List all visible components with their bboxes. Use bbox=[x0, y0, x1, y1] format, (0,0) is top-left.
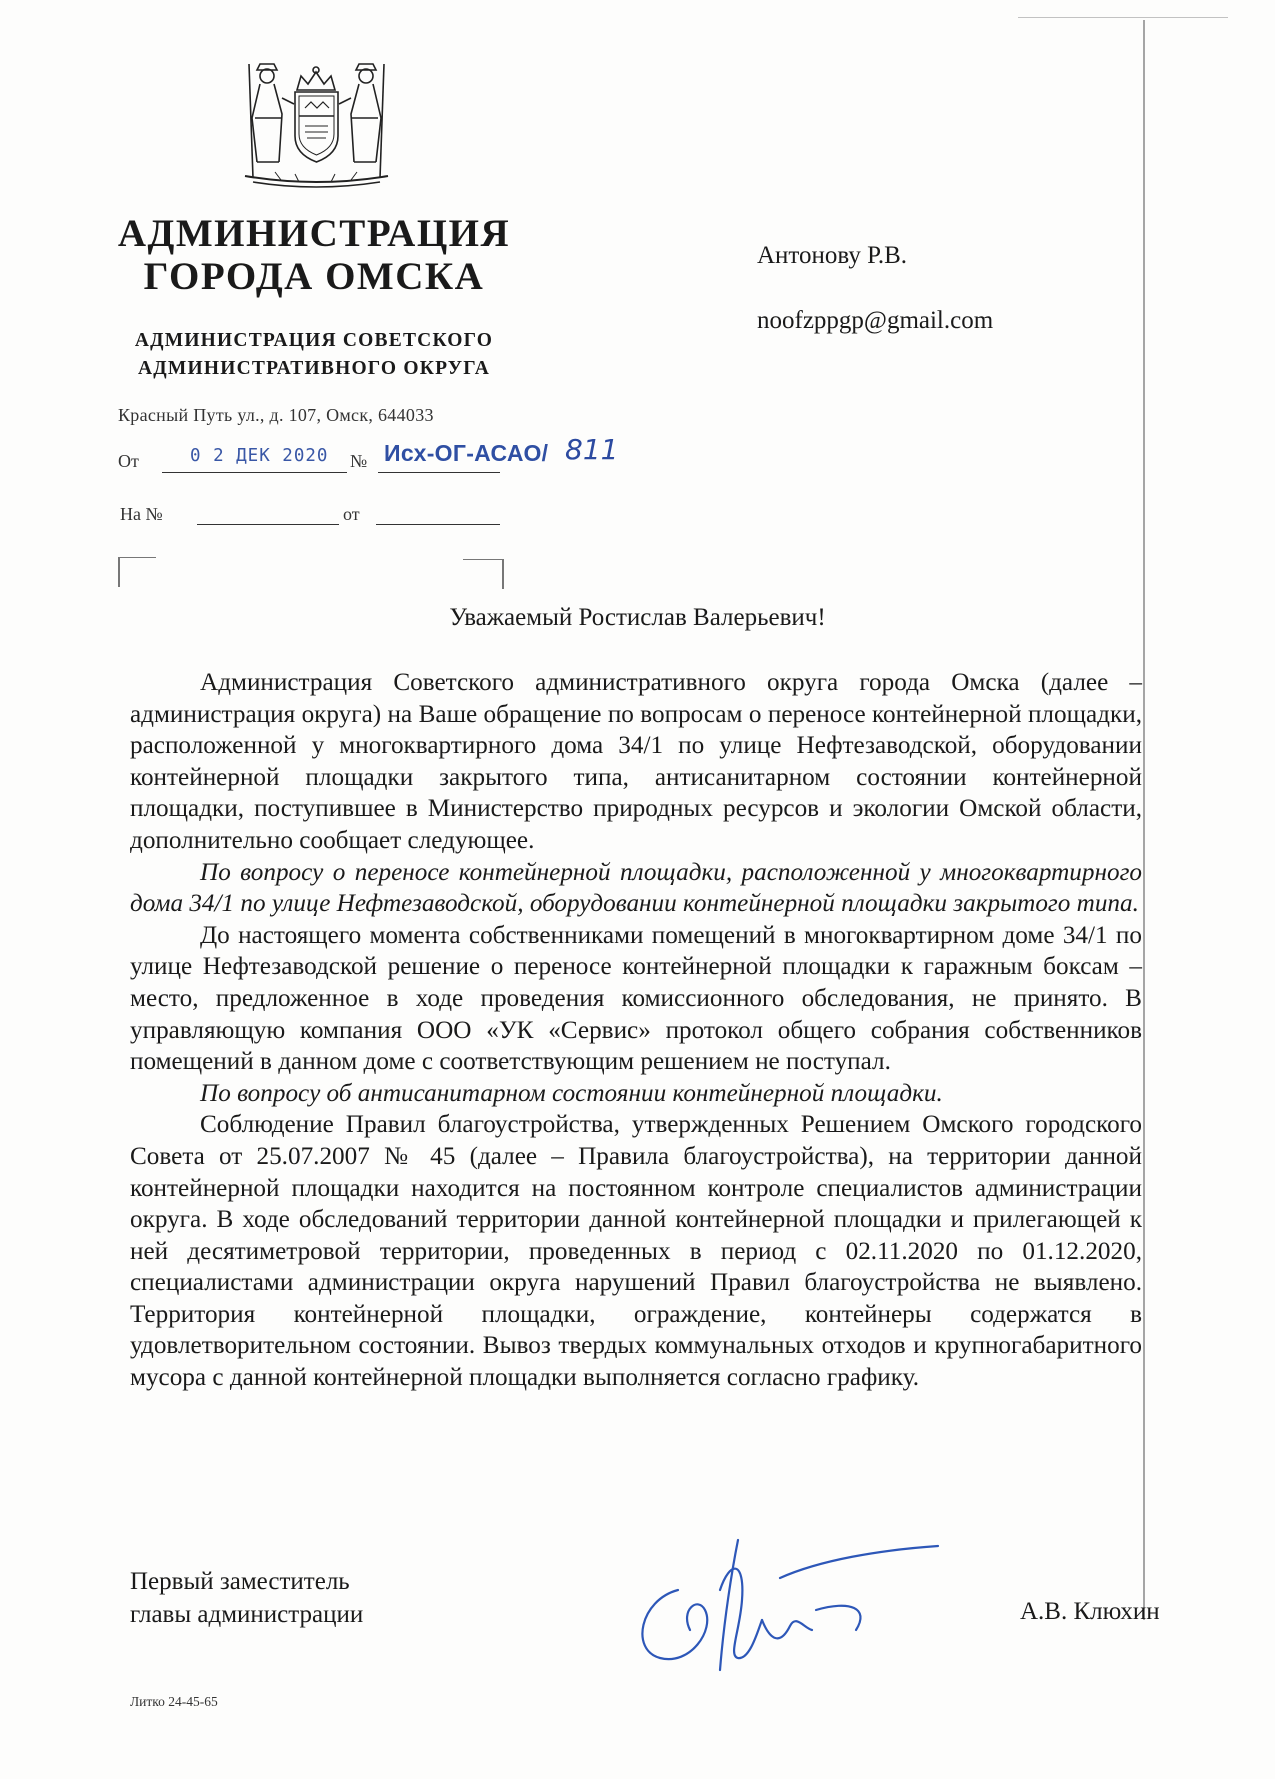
signer-title-line2: главы администрации bbox=[130, 1601, 364, 1628]
paragraph-topic-relocation: По вопросу о переносе контейнерной площадки, расположенной у многоквартирного дома 34/1 по улице Нефтезаводской, оборудовании контейнерной площадки закрытого типа. bbox=[130, 858, 1142, 918]
paragraph-relocation-answer: До настоящего момента собственниками помещений в многоквартирном доме 34/1 по улице Нефтезаводской решение о переносе контейнерной площадки к гаражным боксам – место, предложенное в ходе проведения комиссионного обследования, не принято. В управляющую компания ООО «УК «Сервис» протокол общего собрания собственников помещений в данном доме с соответствующим решением не поступал. bbox=[130, 921, 1142, 1076]
paragraph-intro: Администрация Советского административного округа города Омска (далее – администрация округа) на Ваше обращение по вопросам о переносе контейнерной площадки, расположенной у многоквартирного дома 34/1 по улице Нефтезаводской, оборудовании контейнерной площадки закрытого типа, антисанитарном состоянии контейнерной площадки, поступившее в Министерство природных ресурсов и экологии Омской области, дополнительно сообщает следующее. bbox=[130, 669, 1142, 854]
department-line2: АДМИНИСТРАТИВНОГО ОКРУГА bbox=[138, 358, 490, 379]
number-label: № bbox=[350, 451, 368, 471]
date-stamp: 0 2 ДЕК 2020 bbox=[190, 446, 329, 466]
outgoing-number-stamp: Исх-ОГ-АСАО/ bbox=[384, 440, 549, 466]
org-title-line2: ГОРОДА ОМСКА bbox=[143, 255, 485, 298]
number-underline bbox=[378, 472, 500, 473]
reply-date-underline bbox=[376, 524, 500, 525]
department-line1: АДМИНИСТРАЦИЯ СОВЕТСКОГО bbox=[134, 330, 494, 351]
recipient-email: noofzppgp@gmail.com bbox=[757, 307, 994, 334]
reply-to-label: На № bbox=[120, 504, 163, 524]
executor-contact: Литко 24-45-65 bbox=[130, 1694, 218, 1709]
letter-body bbox=[130, 667, 1142, 1394]
scan-edge-line-top bbox=[1018, 17, 1228, 18]
corner-mark-left-top bbox=[118, 557, 156, 558]
organization-address: Красный Путь ул., д. 107, Омск, 644033 bbox=[118, 405, 434, 425]
salutation: Уважаемый Ростислав Валерьевич! bbox=[449, 604, 826, 631]
paragraph-topic-sanitary: По вопросу об антисанитарном состоянии контейнерной площадки. bbox=[200, 1079, 943, 1107]
coat-of-arms-emblem bbox=[235, 58, 398, 190]
from-label: От bbox=[118, 451, 139, 471]
signer-name: А.В. Клюхин bbox=[1020, 1598, 1160, 1625]
organization-title bbox=[100, 212, 528, 298]
signer-title-line1: Первый заместитель bbox=[130, 1568, 350, 1595]
department-title bbox=[100, 327, 528, 383]
scan-edge-line bbox=[1143, 20, 1145, 1620]
handwritten-signature bbox=[620, 1530, 950, 1678]
corner-mark-right-side bbox=[502, 559, 504, 589]
recipient-name: Антонову Р.В. bbox=[757, 242, 908, 269]
signer-title bbox=[130, 1565, 363, 1631]
corner-mark-right-top bbox=[463, 559, 503, 560]
reply-from-label: от bbox=[343, 504, 360, 524]
corner-mark-left-side bbox=[118, 557, 120, 587]
paragraph-sanitary-answer: Соблюдение Правил благоустройства, утвержденных Решением Омского городского Совета от 25.07.2007 № 45 (далее – Правила благоустройства), на территории данной контейнерной площадки находится на постоянном контроле специалистов администрации округа. В ходе обследований территории данной контейнерной площадки и прилегающей к ней десятиметровой территории, проведенных в период с 02.11.2020 по 01.12.2020, специалистами администрации округа нарушений Правил благоустройства не выявлено. Территория контейнерной площадки, ограждение, контейнеры содержатся в удовлетворительном состоянии. Вывоз твердых коммунальных отходов и крупногабаритного мусора с данной контейнерной площадки выполняется согласно графику. bbox=[130, 1111, 1142, 1392]
outgoing-number-handwritten: 811 bbox=[565, 433, 619, 466]
reply-number-underline bbox=[197, 524, 339, 525]
date-underline bbox=[162, 472, 347, 473]
org-title-line1: АДМИНИСТРАЦИЯ bbox=[117, 212, 511, 255]
